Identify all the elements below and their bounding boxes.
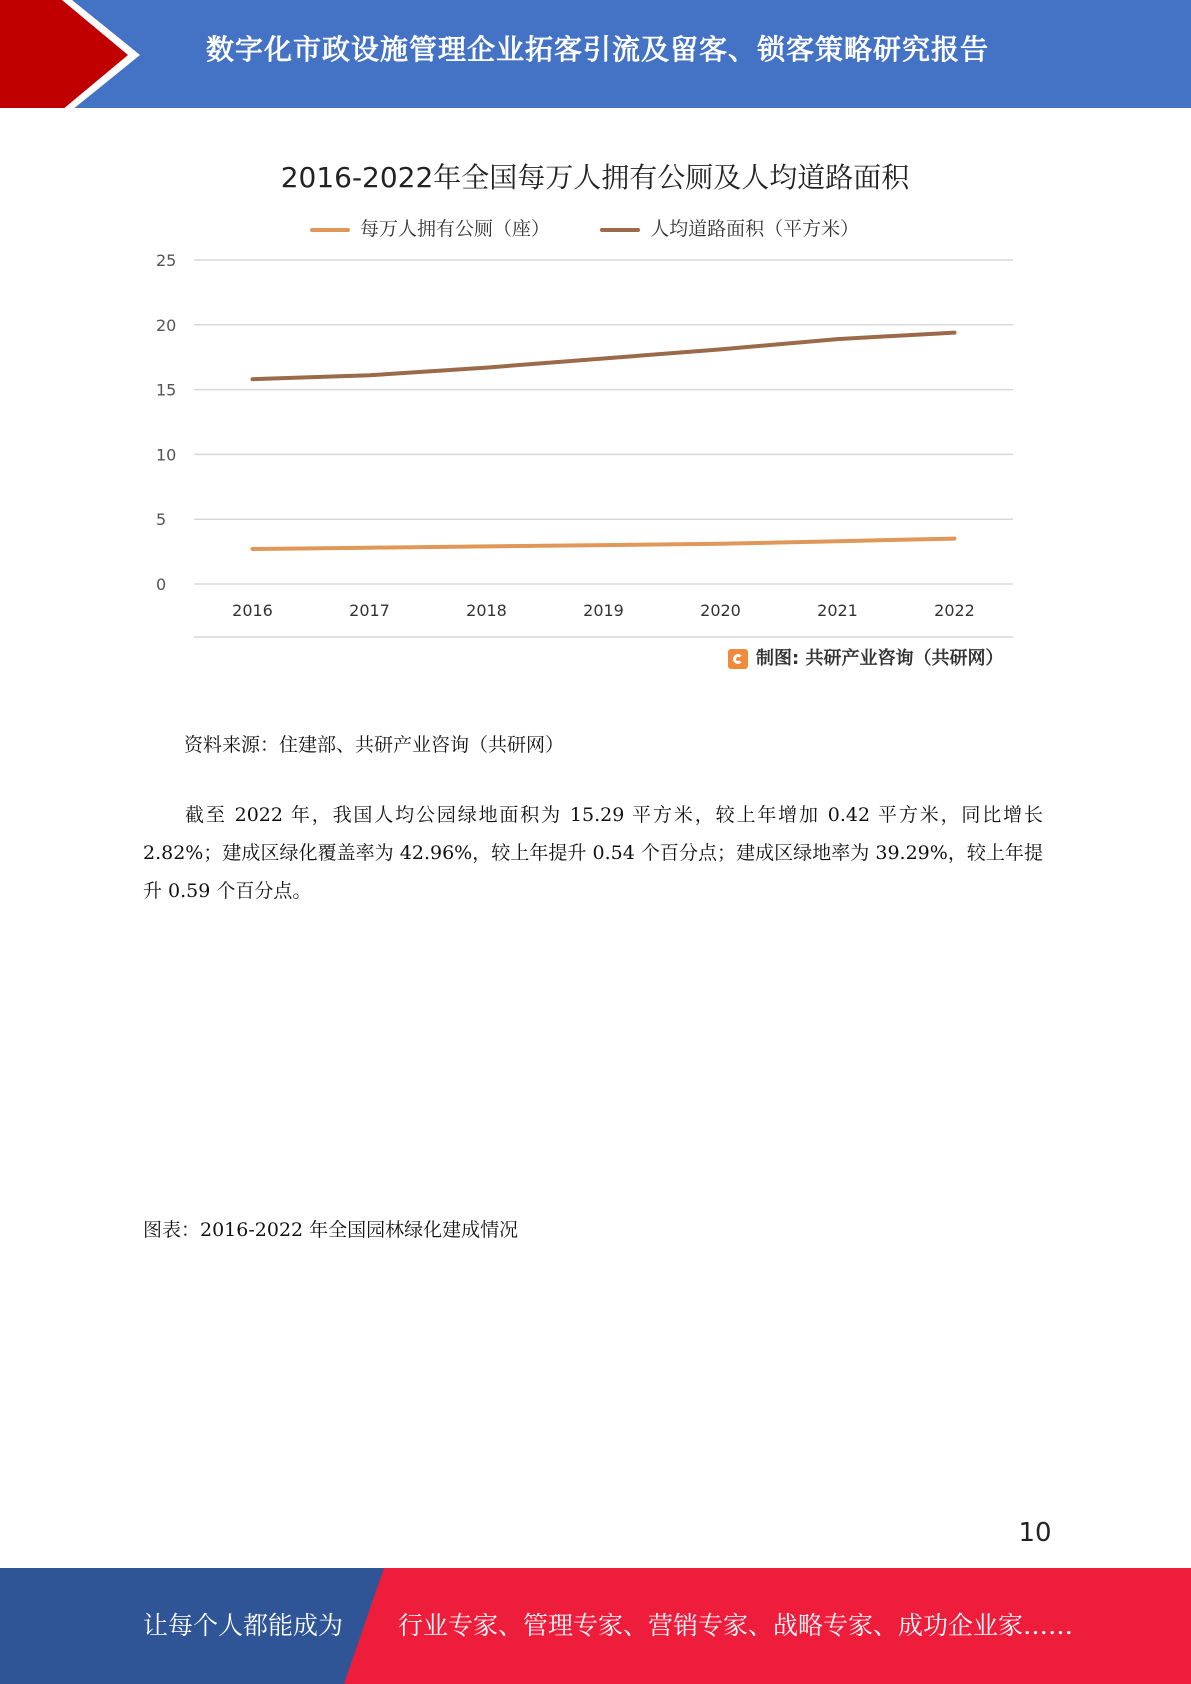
- body-paragraph: 截至 2022 年，我国人均公园绿地面积为 15.29 平方米，较上年增加 0.42 平方米，同比增长 2.82%；建成区绿化覆盖率为 42.96%，较上年提升 0.54 个百分点；建成区绿地率为 39.29%，较上年提升 0.59 个百分点。: [143, 804, 1043, 902]
- header-divider: [0, 108, 1191, 110]
- legend-swatch-toilets: [310, 228, 350, 232]
- x-tick-label-2018: 2018: [466, 601, 507, 620]
- figure-caption: 图表：2016-2022 年全国园林绿化建成情况: [143, 1219, 519, 1241]
- series-line-0: [253, 539, 955, 549]
- page-footer: [0, 1568, 1191, 1684]
- footer-slogan-left: 让每个人都能成为: [143, 1611, 344, 1640]
- series-line-1: [253, 333, 955, 380]
- x-tick-label-2020: 2020: [700, 601, 741, 620]
- x-tick-label-2022: 2022: [934, 601, 975, 620]
- x-tick-label-2016: 2016: [232, 601, 273, 620]
- legend-label-toilets: 每万人拥有公厕（座）: [360, 218, 551, 240]
- footer-slogan-right: 行业专家、管理专家、营销专家、战略专家、成功企业家……: [398, 1611, 1074, 1640]
- x-tick-label-2019: 2019: [583, 601, 624, 620]
- legend-label-road-area: 人均道路面积（平方米）: [650, 218, 860, 240]
- legend-swatch-road-area: [600, 228, 640, 232]
- y-tick-label-5: 5: [156, 510, 167, 530]
- chart-credit: [728, 644, 1003, 670]
- y-tick-label-15: 15: [156, 380, 177, 400]
- y-tick-label-20: 20: [156, 315, 177, 335]
- gonyn-logo-icon: [728, 649, 748, 669]
- line-chart: [140, 140, 1050, 680]
- y-tick-label-25: 25: [156, 251, 177, 270]
- page-header: [0, 0, 1191, 110]
- header-arrow-decoration: [0, 0, 160, 110]
- chart-title: 2016-2022年全国每万人拥有公厕及人均道路面积: [280, 161, 910, 194]
- page-number: 10: [1018, 1518, 1052, 1548]
- y-tick-label-0: 0: [156, 575, 167, 594]
- x-tick-label-2017: 2017: [349, 601, 390, 620]
- legend-item-road-area: [600, 214, 859, 241]
- legend-item-toilets: [310, 214, 550, 241]
- chart-credit-text: 制图: 共研产业咨询（共研网）: [756, 648, 1004, 669]
- x-tick-label-2021: 2021: [817, 601, 858, 620]
- report-title: 数字化市政设施管理企业拓客引流及留客、锁客策略研究报告: [206, 33, 990, 66]
- y-tick-label-10: 10: [156, 445, 177, 465]
- chart-legend: [310, 214, 903, 240]
- data-source: 资料来源：住建部、共研产业咨询（共研网）: [184, 734, 565, 756]
